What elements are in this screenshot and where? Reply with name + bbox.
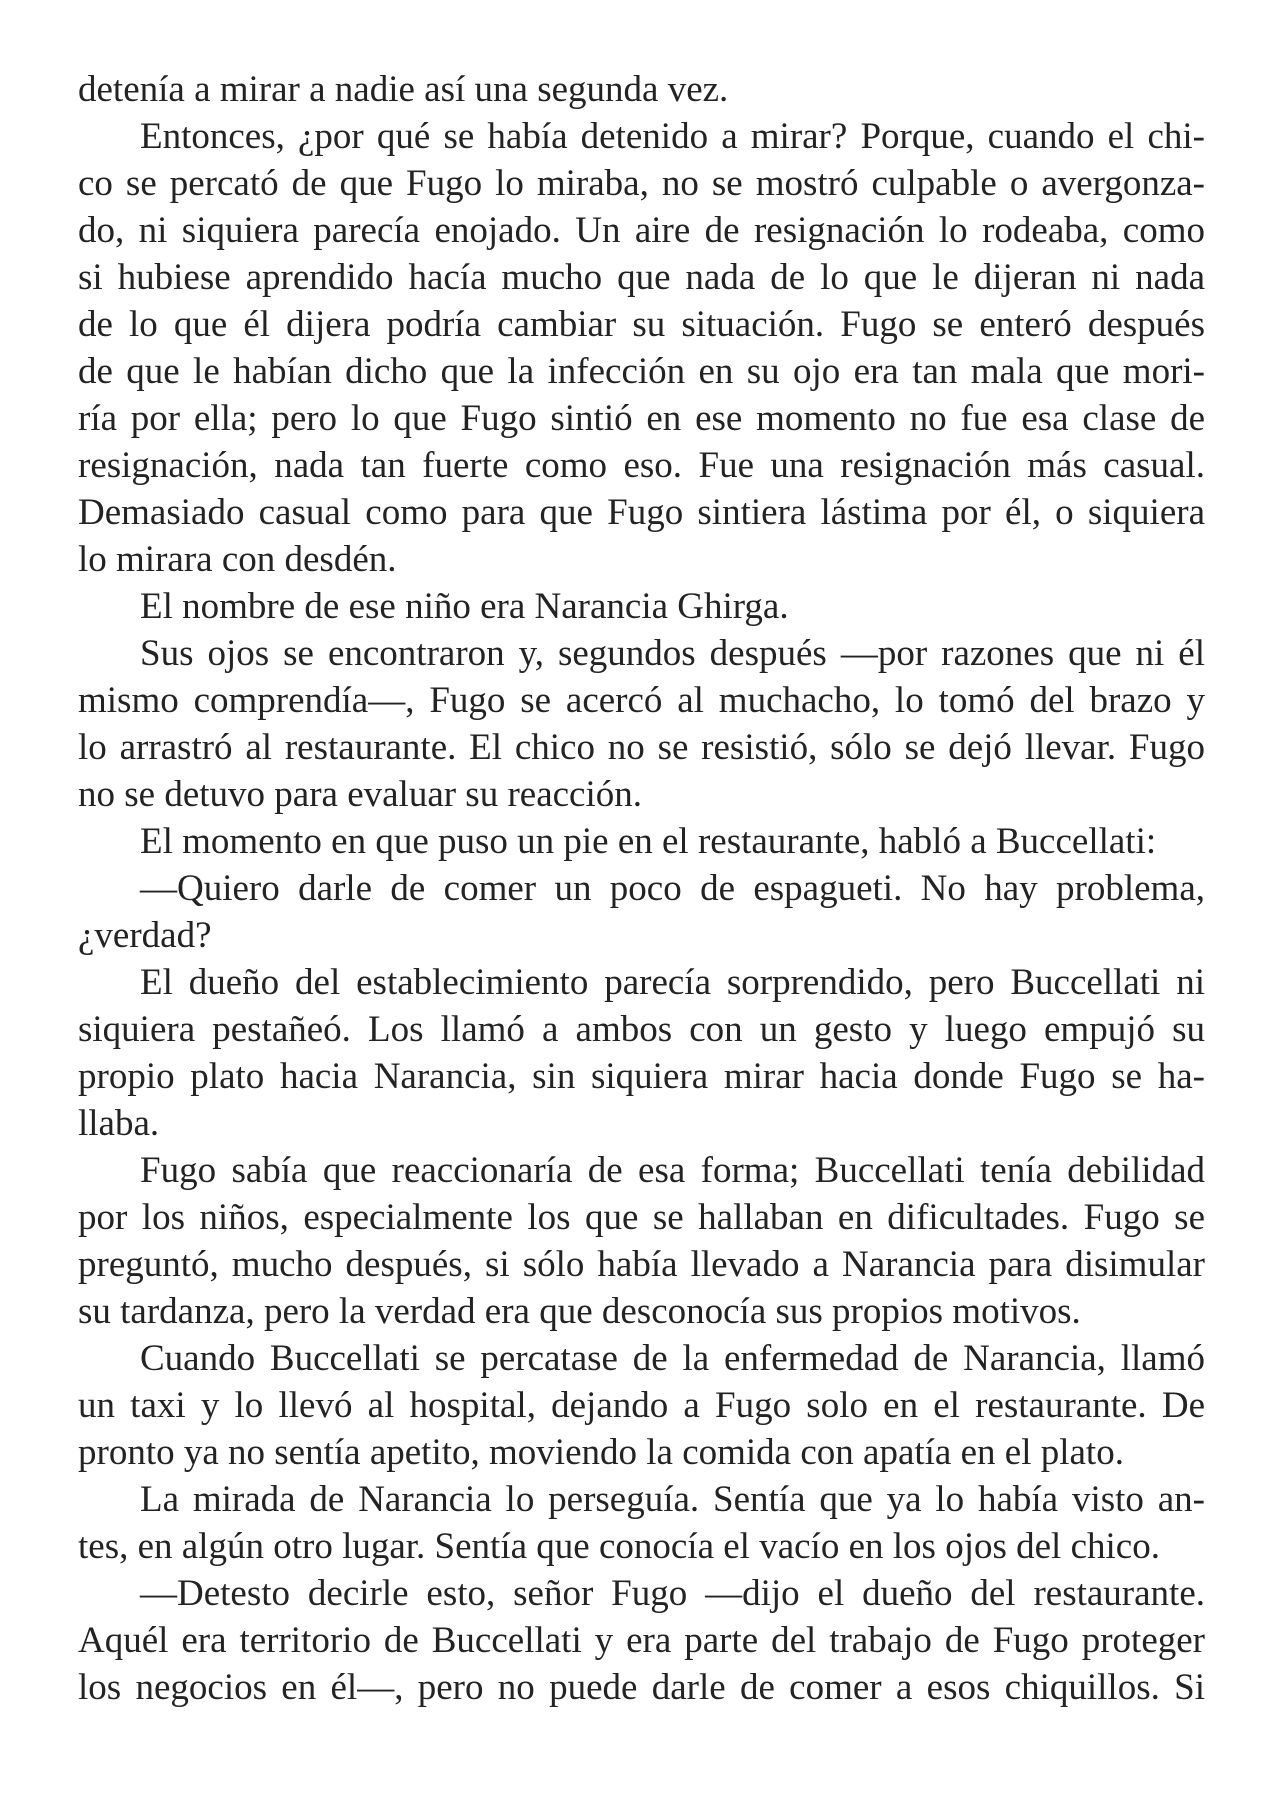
text-line: Aquél era territorio de Buccellati y era parte del trabajo de Fugo proteger — [78, 1620, 1205, 1661]
text-line: tes, en algún otro lugar. Sentía que conocía el vacío en los ojos del chico. — [78, 1526, 1160, 1567]
text-line: do, ni siquiera parecía enojado. Un aire de resignación lo rodeaba, como — [78, 210, 1205, 251]
text-line: propio plato hacia Narancia, sin siquiera mirar hacia donde Fugo se ha- — [78, 1056, 1205, 1097]
text-line: su tardanza, pero la verdad era que desconocía sus propios motivos. — [78, 1291, 1081, 1332]
text-line: los negocios en él—, pero no puede darle de comer a esos chiquillos. Si — [78, 1667, 1205, 1708]
text-line: La mirada de Narancia lo perseguía. Sentía que ya lo había visto an- — [140, 1479, 1205, 1520]
text-line: un taxi y lo llevó al hospital, dejando a Fugo solo en el restaurante. De — [78, 1385, 1205, 1426]
text-line: El dueño del establecimiento parecía sorprendido, pero Buccellati ni — [140, 962, 1205, 1003]
text-line: El nombre de ese niño era Narancia Ghirga. — [140, 586, 789, 627]
text-line: mismo comprendía—, Fugo se acercó al muchacho, lo tomó del brazo y — [78, 680, 1205, 721]
text-line: El momento en que puso un pie en el restaurante, habló a Buccellati: — [140, 821, 1157, 862]
text-line: Fugo sabía que reaccionaría de esa forma; Buccellati tenía debilidad — [140, 1150, 1205, 1191]
text-line: si hubiese aprendido hacía mucho que nada de lo que le dijeran ni nada — [78, 257, 1205, 298]
text-line: Sus ojos se encontraron y, segundos después —por razones que ni él — [140, 633, 1205, 674]
text-line: no se detuvo para evaluar su reacción. — [78, 774, 642, 815]
text-line: Cuando Buccellati se percatase de la enfermedad de Narancia, llamó — [140, 1338, 1205, 1379]
text-line: pronto ya no sentía apetito, moviendo la comida con apatía en el plato. — [78, 1432, 1124, 1473]
text-line: —Detesto decirle esto, señor Fugo —dijo el dueño del restaurante. — [140, 1573, 1205, 1614]
text-line: de que le habían dicho que la infección en su ojo era tan mala que mori- — [78, 351, 1205, 392]
text-line: resignación, nada tan fuerte como eso. Fue una resignación más casual. — [78, 445, 1205, 486]
text-line: de lo que él dijera podría cambiar su situación. Fugo se enteró después — [78, 304, 1205, 345]
page-body — [78, 66, 1205, 1711]
text-line: detenía a mirar a nadie así una segunda vez. — [78, 69, 729, 110]
text-line: ría por ella; pero lo que Fugo sintió en ese momento no fue esa clase de — [78, 398, 1205, 439]
text-line: siquiera pestañeó. Los llamó a ambos con un gesto y luego empujó su — [78, 1009, 1205, 1050]
text-line: Entonces, ¿por qué se había detenido a mirar? Porque, cuando el chi- — [140, 116, 1205, 157]
text-line: —Quiero darle de comer un poco de espagueti. No hay problema, — [140, 868, 1205, 909]
text-line: por los niños, especialmente los que se hallaban en dificultades. Fugo se — [78, 1197, 1205, 1238]
text-line: llaba. — [78, 1103, 160, 1144]
text-line: lo mirara con desdén. — [78, 539, 397, 580]
text-line: Demasiado casual como para que Fugo sintiera lástima por él, o siquiera — [78, 492, 1205, 533]
text-line: preguntó, mucho después, si sólo había llevado a Narancia para disimular — [78, 1244, 1205, 1285]
text-line: lo arrastró al restaurante. El chico no se resistió, sólo se dejó llevar. Fugo — [78, 727, 1205, 768]
text-line: ¿verdad? — [78, 915, 212, 956]
text-line: co se percató de que Fugo lo miraba, no se mostró culpable o avergonza- — [78, 163, 1205, 204]
